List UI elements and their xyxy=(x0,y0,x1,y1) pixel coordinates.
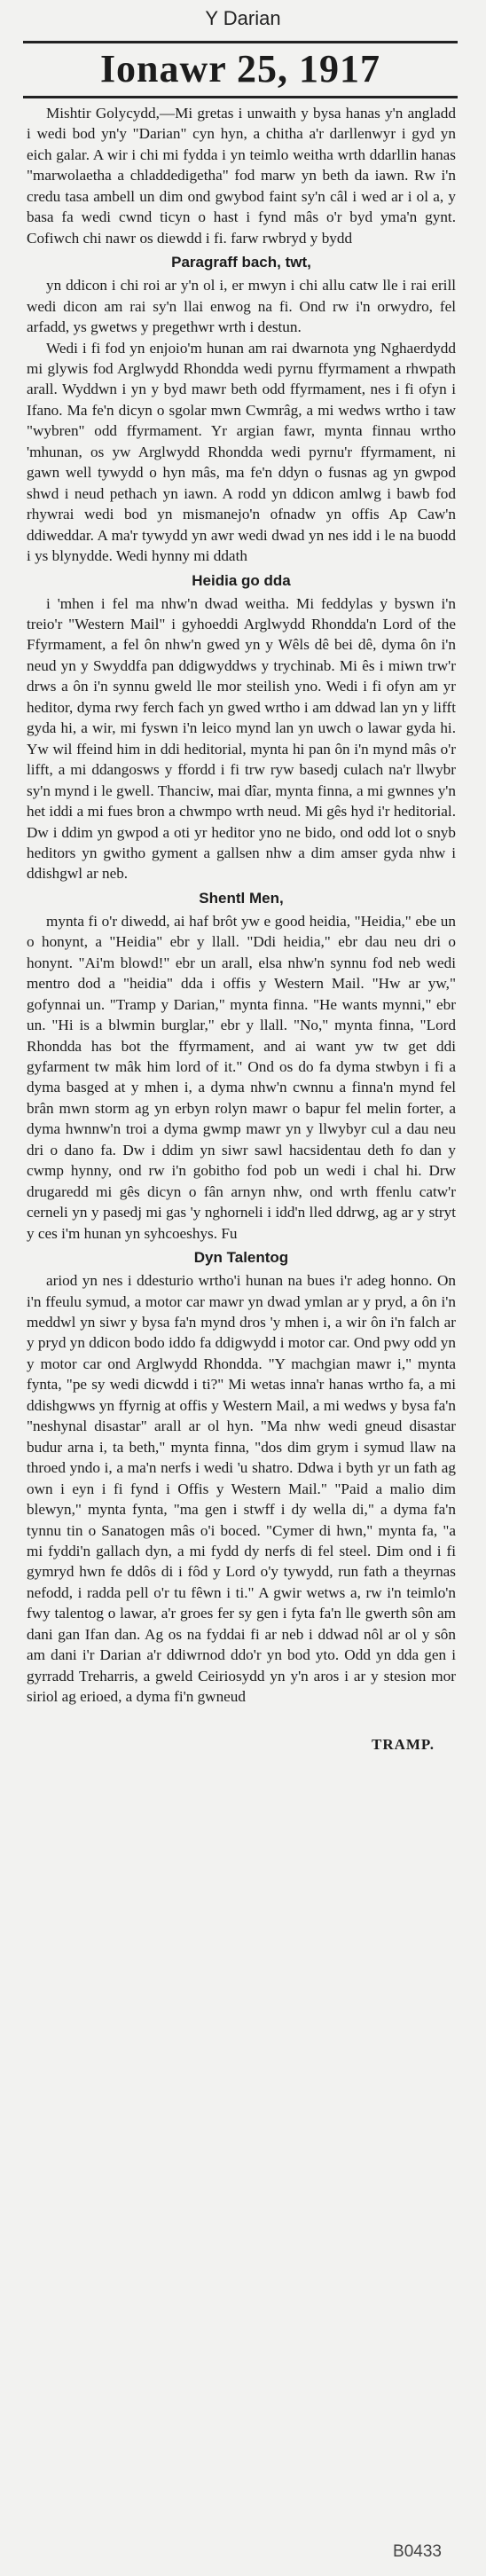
masthead-date: Ionawr 25, 1917 xyxy=(99,47,381,90)
author-signature: TRAMP. xyxy=(371,1735,435,1753)
article-paragraph: i 'mhen i fel ma nhw'n dwad weitha. Mi feddylas y byswn i'n treio'r "Western Mail" i gyhoeddi Arglwydd Rhondda'n Lord of the Ffyrmament, a fel ôn nhw'n gwed yn y Wêls dê bei dê, dyma ôn i'n neud yn y Swyddfa pan ddigwyddws y trychinab. Mi ês i miwn trw'r drws a ôn i'n synnu gweld lle mor steilish yno. Wedi i fi ofyn am yr heditor, dyma rwy ferch fach yn gwed wrtho i am ddwad lan yn y lifft gyda hi, a wir, mi fyswn i'n leico mynd lan yn uwch o lawar gyda hi. Yw wil ffeind him in ddi heditorial, mynta hi pan ôn i'n mynd mâs o'r lifft, a mi ddangosws y ffordd i fi trw ryw basedj culach na'r llwybr sy'n mynd i le gwell. Thanciw, mai dîar, mynta finna, a mi gwnnes y'n het iddi a mi fues bron a chwmpo wrth neud. Mi gês hyd i'r heditorial. Dw i ddim yn gwpod a oti yr heditor yno ne bido, ond odd lot o snyb heditors yn gwitho gyment a gallsen nhw a dim amser gyda nhw i ddishgwl ar neb. xyxy=(27,594,456,883)
publication-name: Y Darian xyxy=(205,7,281,29)
section-heading: Dyn Talentog xyxy=(193,1249,289,1267)
article-paragraph: yn ddicon i chi roi ar y'n ol i, er mwyn i chi allu catw lle i rai erill wedi dicon am rai sy'n llai enwog na fi. Ond rw i'n orwydro, fel arfadd, ys gwetws y pregethwr wrth i destun. xyxy=(27,277,456,336)
section-heading: Shentl Men, xyxy=(199,889,284,907)
section-heading: Heidia go dda xyxy=(192,571,291,589)
article-paragraph: Wedi i fi fod yn enjoio'm hunan am rai dwarnota yng Nghaerdydd mi glywis fod Arglwydd Rhondda wedi pyrnu ffyrmament a rhwpath arall. Wyddwn i yn y byd mawr beth odd ffyrmament, nes i fi ofyn i Ifano. Ma fe'n dicyn o sgolar mwn Cwmrâg, a mi wedws wrtho i taw "wybren" odd ffyrmament. Yr argian fawr, mynta finnau wrtho 'mhunan, os yw Arglwydd Rhondda wedi pyrnu'r ffyrmament, ni gawn well tywydd o hyn mâs, ma fe'n ddyn o fusnas ag yn gwpod shwd i neud pethach yn iawn. A rodd yn ddicon amlwg i bawb fod rhywrai wedi bod yn mismanejo'n ofnadw yn offis Ap Caw'n ddiweddar. A ma'r tywydd yn awr wedi dwad yn nes idd i le na buodd i ys blynydde. Wedi hynny mi ddath xyxy=(27,339,456,565)
article-intro: Mishtir Golycydd,—Mi gretas i unwaith y bysa hanas y'n angladd i wedi bod yn'y "Darian" cyn hyn, a chitha a'r darllenwyr i gyd yn eich galar. A wir i chi mi fydda i yn teimlo weitha wrth ddarllin hanas "marwolaetha a chladdedigetha" fod marw yn beth da iawn. Rw i'n credu tasa ambell un dim ond gwybod faint sy'n câl i wed ar i ol a, y basa fa wedi cwnd ticyn o hast i fynd mâs o'r byd yma'n gynt. Cofiwch chi nawr os diewdd i fi. farw rwbryd y bydd xyxy=(27,105,456,247)
article-paragraph: ariod yn nes i ddesturio wrtho'i hunan na bues i'r adeg honno. On i'n ffeulu symud, a motor car mawr yn dwad ymlan ar y pryd, a ôn i'n meddwl yn siwr y bysa fa'n mynd dros 'y mhen i, a wir ôn i'n falch ar y pryd yn ddicon bodo iddo fa ddigwydd i motor car. Ond pwy odd yn y motor car ond Arglwydd Rhondda. "Y machgian mawr i," mynta fynta, "pe sy wedi dicwdd i ti?" Mi wetas inna'r hanas wrtho fa, a mi ddishgwws yn ffyrnig at offis y Western Mail, a mi wedws y bysa fa'n "neshynal disastar" arall ar ol hyn. "Ma nhw wedi gneud disastar budur arna i, ta beth," mynta finna, "dos dim grym i symud llaw na throed yndo i, a ma'n nerfs i wedi 'u shatro. Ddwa i byth yr un fath ag own i eyn i fi fynd i Offis y Western Mail." "Paid a malio dim blewyn," mynta fynta, "ma gen i stwff i dy wella di," a dyma fa'n tynnu tin o Sanatogen mâs o'i boced. "Cymer di hwn," mynta fa, "a mi fyddi'n gallach dyn, a mi fydd dy nerfs di fel steel. Dim ond i fi gymryd hwn fe ddôs di i fôd y Lord o'y tywydd, run fath a theyrnas nefodd, i radda pell o'r tu fêwn i ti." A gwir wetws a, rw i'n teimlo'n fwy talentog o lawar, a'r groes fer sy gen i fyta fa'n lle gwerth sôn am dani gan Ifan dan. Ag os na fyddai fi ar neb i ddwad nôl ar ol y sôn am dani i'r Darian a'r ddiwrnod ddo'r yn bod yto. Odd yn dda gen i gyrradd Treharris, a gweld Ceiriosydd yn y'n aros i ar y stesion mor siriol ag erioed, a dyma fi'n gwneud xyxy=(27,1272,456,1706)
article-paragraph: mynta fi o'r diwedd, ai haf brôt yw e good heidia, "Heidia," ebe un o honynt, a "Heidia" ebr y llall. "Ddi heidia," ebr dau neu dri o honynt. "Ai'm blowd!" ebr un arall, elsa nhw'n synnu fod neb wedi mentro dod a "heidia" dda i offis y Western Mail. "Hw ar yw," gofynnai un. "Tramp y Darian," mynta finna. "He wants mynni," ebr un. "Hi is a blwmin burglar," ebr y llall. "No," mynta finna, "Lord Rhondda has bot the ffyrmament, and ai want yw tw get ddi gyfarment tw mâk him lord of it." Ond os do fa dyma stwbyn i fi a dyma basged at y mhen i, a dyma nhw'n cwnnu a finna'n mynd fel brân mwn storm ag yn erbyn rolyn mawr o bapur fel melin forter, a dyma hwnnw'n troi a dyma gwmp mawr yn y llwybyr cul a dau neu dri o dano fa. Dw i ddim yn siwr sawl hacsidentau deth fo dan y cwmp hynny, ond rw i'n gobitho fod pob un wedi i chal hi. Drw drugaredd mi gês dicyn o fân arnyn nhw, ond wrth ffenlu catw'r cerneli yn y pasedj mi gas 'y nghorneli i idd'n lled ddrwg, ag ar y stryt y ces i'm hunan yn syhcoeshys. Fu xyxy=(27,912,456,1242)
top-rule xyxy=(23,41,458,43)
archive-code: B0433 xyxy=(393,2542,442,2561)
article-column xyxy=(27,103,456,1755)
masthead-rule xyxy=(23,96,458,98)
section-heading: Paragraff bach, twt, xyxy=(171,254,311,271)
